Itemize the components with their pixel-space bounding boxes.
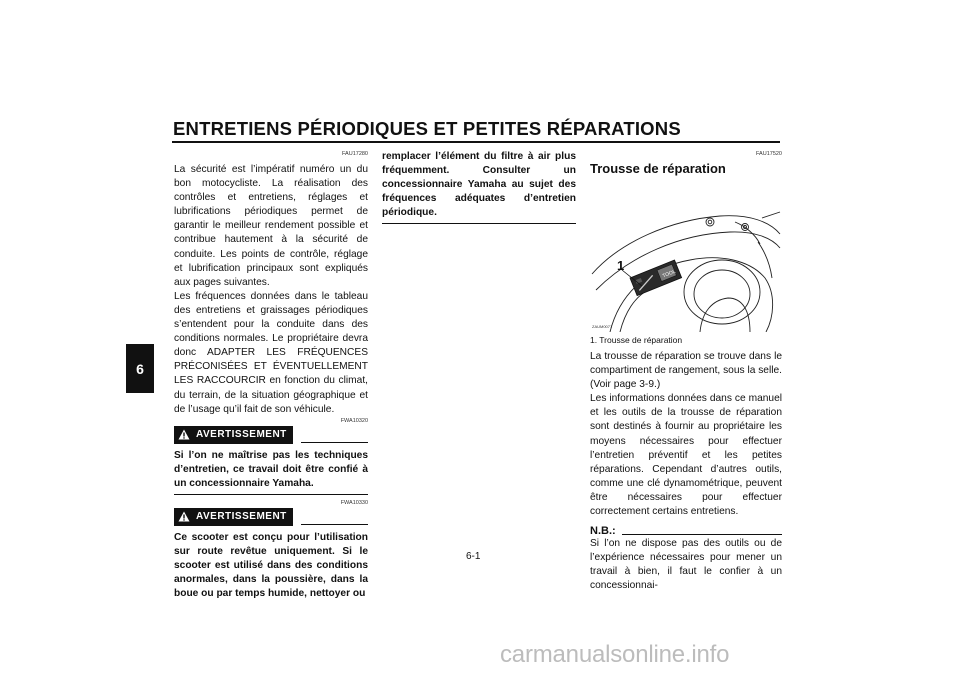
note-rule: [622, 534, 782, 535]
figure-code: ZAUM0071: [592, 324, 613, 329]
section-code: FAU17280: [342, 151, 368, 157]
warning-label: AVERTISSEMENT: [196, 429, 287, 441]
warning-text: Si l’on ne maîtrise pas les techniques d’entretien, ce travail doit être confié à un concessionnaire Yamaha.: [174, 449, 368, 489]
warning-badge: [174, 508, 293, 526]
warning-end-rule: [174, 494, 368, 495]
page-number: 6-1: [466, 551, 481, 562]
warning-code: FWA10330: [340, 499, 368, 506]
right-column: [590, 150, 782, 594]
note-label: N.B.:: [590, 525, 616, 538]
warning-continuation: remplacer l’élément du filtre à air plus fréquemment. Consulter un concessionnaire Yamaha au sujet des fréquences adéquates d’entretien périodique.: [382, 151, 576, 219]
warning-code: FWA10320: [340, 417, 368, 424]
warning-end-rule: [382, 223, 576, 224]
storage-compartment-illustration: [590, 182, 782, 332]
intro-paragraph: La sécurité est l’impératif numéro un du bon motocycliste. La réalisation des contrôles et entretiens, réglages et lubrifications périodiques permet de garantir le meilleur rendement possible et contribue hautement à la sécurité de conduite. Les points de contrôle, réglage et lubrification principaux sont expliqués aux pages suivantes.: [174, 164, 368, 288]
section-code: FAU17520: [756, 151, 782, 157]
warning-triangle-icon: [178, 429, 190, 440]
title-rule: [172, 141, 780, 143]
location-paragraph: La trousse de réparation se trouve dans le compartiment de rangement, sous la selle. (Voir page 3-9.): [590, 351, 782, 391]
warning-text: Ce scooter est conçu pour l’utilisation sur route revêtue uniquement. Si le scooter est utilisé dans des conditions anormales, dans la poussière, dans la boue ou par temps humide, nettoyer ou: [174, 531, 368, 600]
warning-label: AVERTISSEMENT: [196, 511, 287, 523]
warning-badge: [174, 426, 293, 444]
section-title: Trousse de réparation: [590, 161, 726, 176]
figure-caption: 1. Trousse de réparation: [590, 335, 683, 345]
warning-header: [174, 508, 368, 526]
info-paragraph: Les informations données dans ce manuel et les outils de la trousse de réparation sont destinés à fournir au propriétaire les moyens nécessaires pour effectuer l’entretien préventif et les petites réparations. Cependant d’autres outils, comme une clé dynamométrique, peuvent être nécessaires pour effectuer correctement certains entretiens.: [590, 393, 782, 518]
left-column: [174, 150, 368, 601]
toolkit-label: TOOL: [661, 268, 677, 280]
toolkit-figure: [590, 182, 782, 332]
note-header: [590, 525, 782, 537]
watermark: carmanualsonline.info: [500, 641, 730, 668]
page-title: ENTRETIENS PÉRIODIQUES ET PETITES RÉPARATIONS: [173, 118, 681, 139]
warning-header: [174, 426, 368, 444]
callout-number: 1: [617, 258, 625, 273]
note-text: Si l’on ne dispose pas des outils ou de l’expérience nécessaires pour mener un travail à bien, il faut le confier à un concessionnai-: [590, 538, 782, 592]
warning-rule: [301, 524, 368, 525]
frequency-paragraph: Les fréquences données dans le tableau des entretiens et graissages périodiques s’entendent pour la conduite dans des conditions normales. Le propriétaire devra donc ADAPTER LES FRÉQUENCES PRÉCONISÉES ET ÉVENTUELLEMENT LES RACCOURCIR en fonction du climat, du terrain, de la situation géographique et de l’usage qu’il fait de son véhicule.: [174, 290, 368, 415]
warning-rule: [301, 442, 368, 443]
middle-column: [382, 150, 576, 224]
chapter-tab: 6: [126, 344, 154, 393]
warning-triangle-icon: [178, 511, 190, 522]
